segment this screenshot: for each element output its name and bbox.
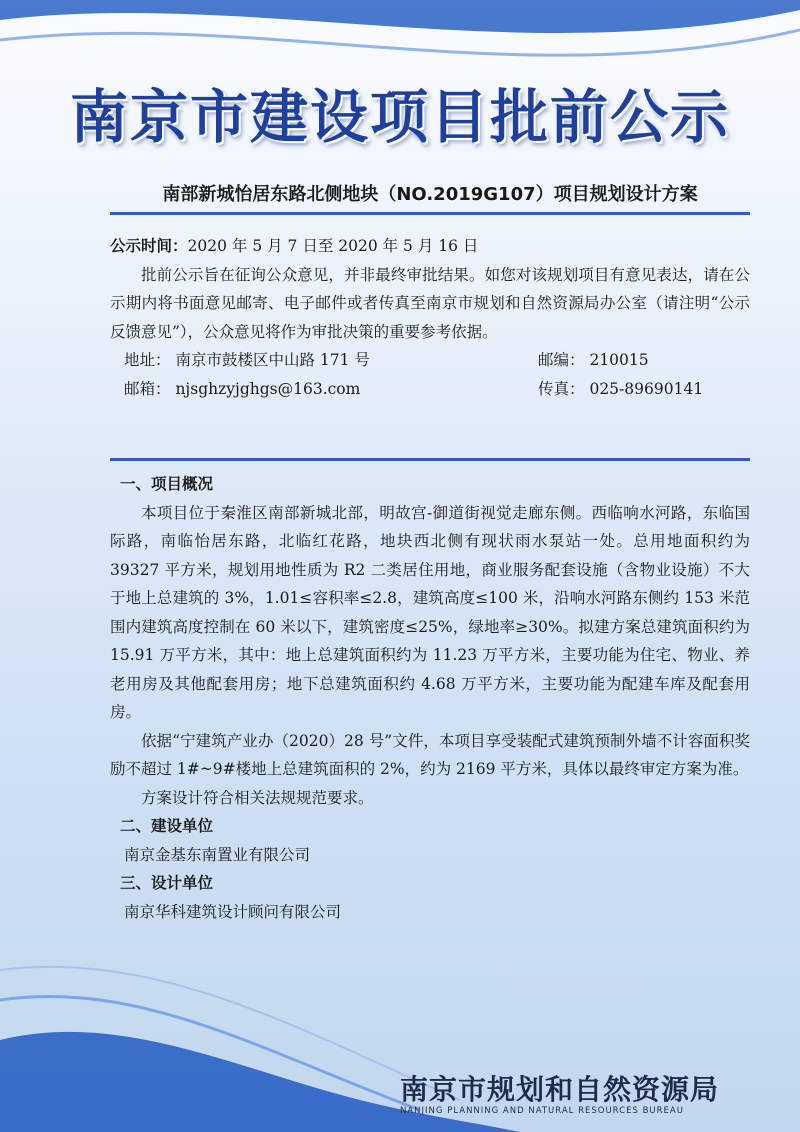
address-value: 南京市鼓楼区中山路 171 号: [175, 351, 370, 369]
issuer-footer: [400, 1068, 760, 1116]
address: [124, 346, 370, 375]
section-overview-title: 一、项目概况: [120, 475, 214, 493]
builder-name: 南京金基东南置业有限公司: [124, 845, 311, 864]
postcode-label: 邮编：: [538, 351, 585, 369]
section-builder-title: 二、建设单位: [120, 817, 214, 835]
designer-name: 南京华科建筑设计顾问有限公司: [124, 902, 342, 921]
overview-paragraph-3: 方案设计符合相关法规规范要求。: [141, 788, 374, 807]
email: [124, 375, 360, 404]
subtitle-divider: [110, 212, 750, 215]
time-value: 2020 年 5 月 7 日至 2020 年 5 月 16 日: [187, 237, 479, 255]
overview-paragraph-1: 本项目位于秦淮区南部新城北部，明故宫-御道街视觉走廊东侧。西临响水河路，东临国际路，南临怡居东路，北临红花路，地块西北侧有现状雨水泵站一处。总用地面积约为 39327 平方米，规划用地性质为 R2 二类居住用地，商业服务配套设施（含物业设施）不大于地上总建筑的 3%，1.01≤容积率≤2.8，建筑高度≤100 米，沿响水河路东侧约 153 米范围内建筑高度控制在 60 米以下，建筑密度≤25%，绿地率≥30%。拟建方案总建筑面积约为 15.91 万平方米，其中：地上总建筑面积约为 11.23 万平方米，主要功能为住宅、物业、养老用房及其他配套用房；地下总建筑面积约 4.68 万平方米，主要功能为配建车库及配套用房。: [110, 503, 750, 721]
email-label: 邮箱：: [124, 379, 171, 398]
postcode: [538, 346, 649, 375]
email-value: njsghzyjghgs@163.com: [175, 379, 361, 398]
notice-time: [110, 232, 750, 261]
notice-intro: 批前公示旨在征询公众意见，并非最终审批结果。如您对该规划项目有意见表达，请在公示期内将书面意见邮寄、电子邮件或者传真至南京市规划和自然资源局办公室（请注明“公示反馈意见”），公众意见将作为审批决策的重要参考依据。: [110, 265, 750, 341]
overview-paragraph-2: 依据“宁建筑产业办（2020）28 号”文件，本项目享受装配式建筑预制外墙不计容面积奖励不超过 1#~9#楼地上总建筑面积的 2%，约为 2169 平方米，具体以最终审定方案为准。: [110, 731, 750, 778]
content-divider: [110, 458, 750, 461]
issuer-name-en: NANJING PLANNING AND NATURAL RESOURCES BUREAU: [400, 1106, 684, 1116]
notice-block: [110, 232, 750, 403]
address-label: 地址：: [124, 351, 171, 369]
page-title: 南京市建设项目批前公示: [69, 83, 730, 151]
time-label: 公示时间：: [110, 237, 188, 255]
contact-row-2: [110, 375, 750, 404]
fax: [538, 375, 703, 404]
project-subtitle: 南部新城怡居东路北侧地块（NO.2019G107）项目规划设计方案: [162, 184, 698, 205]
contact-row-1: [110, 346, 750, 375]
section-designer-title: 三、设计单位: [120, 874, 214, 892]
project-details: [110, 470, 750, 926]
fax-value: 025-89690141: [589, 379, 704, 398]
fax-label: 传真：: [538, 379, 585, 398]
issuer-name-cn: 南京市规划和自然资源局: [400, 1073, 720, 1106]
postcode-value: 210015: [589, 351, 649, 369]
